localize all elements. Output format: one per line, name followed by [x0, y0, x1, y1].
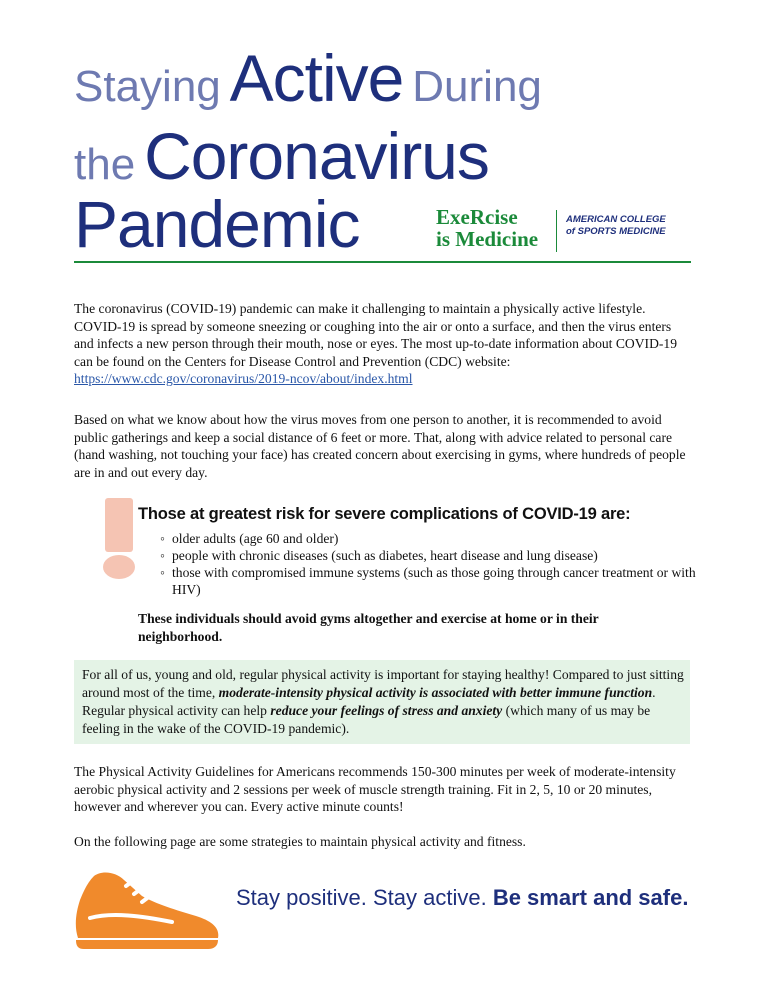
- logo-divider: [556, 210, 557, 252]
- acsm-logo: [566, 214, 696, 238]
- risk-heading: Those at greatest risk for severe complications of COVID-19 are:: [138, 505, 631, 523]
- list-item: ◦ those with compromised immune systems (such as those going through cancer treatment or with HIV): [160, 564, 698, 598]
- sneaker-sole: [76, 940, 218, 949]
- risk-section: [138, 505, 698, 646]
- exclamation-icon: [101, 498, 137, 580]
- list-item: ◦ people with chronic diseases (such as diabetes, heart disease and lung disease): [160, 547, 698, 564]
- highlight-text-part: For all of us, young and old, regular physical activity is important for staying healthy! Compared to just sitting around most of the time,: [82, 667, 684, 700]
- eim-logo-line-1: ExeRcise: [436, 205, 518, 229]
- acsm-logo-of: of: [566, 226, 575, 237]
- title-word-during: During: [412, 62, 542, 111]
- title-word-coronavirus: Coronavirus: [144, 119, 489, 193]
- eim-logo-line-2: is Medicine: [436, 227, 539, 251]
- header-divider: [74, 261, 691, 263]
- title-line-2: [74, 118, 694, 193]
- exclamation-dot: [103, 555, 135, 579]
- tagline-part-1: Stay positive.: [236, 885, 367, 910]
- title-line-1: [74, 40, 694, 118]
- acsm-logo-sports: SPORTS MEDICINE: [577, 226, 666, 237]
- risk-note: These individuals should avoid gyms altogether and exercise at home or in their neighborhood.: [138, 611, 599, 644]
- acsm-logo-line-2: [566, 226, 696, 238]
- guidelines-paragraph: The Physical Activity Guidelines for Americans recommends 150-300 minutes per week of moderate-intensity aerobic physical activity and 2 sessions per week of muscle strength training. Fit in 2, 5, 10 or 20 minutes, however and wherever you can. Every active minute counts!: [74, 764, 676, 814]
- exercise-is-medicine-logo: [436, 206, 554, 250]
- highlight-emphasis: moderate-intensity physical activity is associated with better immune function: [218, 685, 653, 700]
- logo-group: [436, 206, 696, 254]
- acsm-logo-line-1: AMERICAN COLLEGE: [566, 214, 666, 225]
- intro-paragraph: [74, 300, 694, 388]
- intro-text: The coronavirus (COVID-19) pandemic can make it challenging to maintain a physically active lifestyle. COVID-19 is spread by someone sneezing or coughing into the air or onto a surface, and then the virus enters and infects a new person through their mouth, nose or eyes. The most up-to-date information about COVID-19 can be found on the Centers for Disease Control and Prevention (CDC) website:: [74, 301, 678, 369]
- cdc-link[interactable]: https://www.cdc.gov/coronavirus/2019-ncov/about/index.html: [74, 371, 413, 386]
- title-word-staying: Staying: [74, 62, 221, 111]
- risk-list: [138, 530, 698, 598]
- highlight-emphasis: reduce your feelings of stress and anxiety: [270, 703, 503, 718]
- sneaker-upper: [76, 873, 218, 938]
- sneaker-icon: [72, 866, 222, 950]
- exclamation-bar: [105, 498, 133, 552]
- distancing-paragraph: Based on what we know about how the virus moves from one person to another, it is recommended to avoid public gatherings and keep a social distance of 6 feet or more. That, along with advice related to personal care (hand washing, not touching your face) has created concern about exercising in gyms, where hundreds of people are in and out every day.: [74, 412, 686, 480]
- title-word-active: Active: [229, 41, 404, 115]
- tagline-part-3: Be smart and safe.: [492, 885, 689, 910]
- tagline-part-2: Stay active.: [372, 885, 487, 910]
- list-item: ◦ older adults (age 60 and older): [160, 530, 698, 547]
- tagline: [236, 885, 696, 911]
- following-page-paragraph: On the following page are some strategies to maintain physical activity and fitness.: [74, 834, 526, 849]
- highlight-text-part: (which many of us may be feeling in the wake of the COVID-19 pandemic).: [82, 703, 651, 736]
- highlight-text-part: . Regular physical activity can help: [82, 685, 656, 718]
- highlight-text: [82, 666, 684, 738]
- title-word-pandemic: Pandemic: [74, 187, 360, 261]
- highlight-box: [74, 660, 690, 744]
- title-word-the: the: [74, 140, 136, 189]
